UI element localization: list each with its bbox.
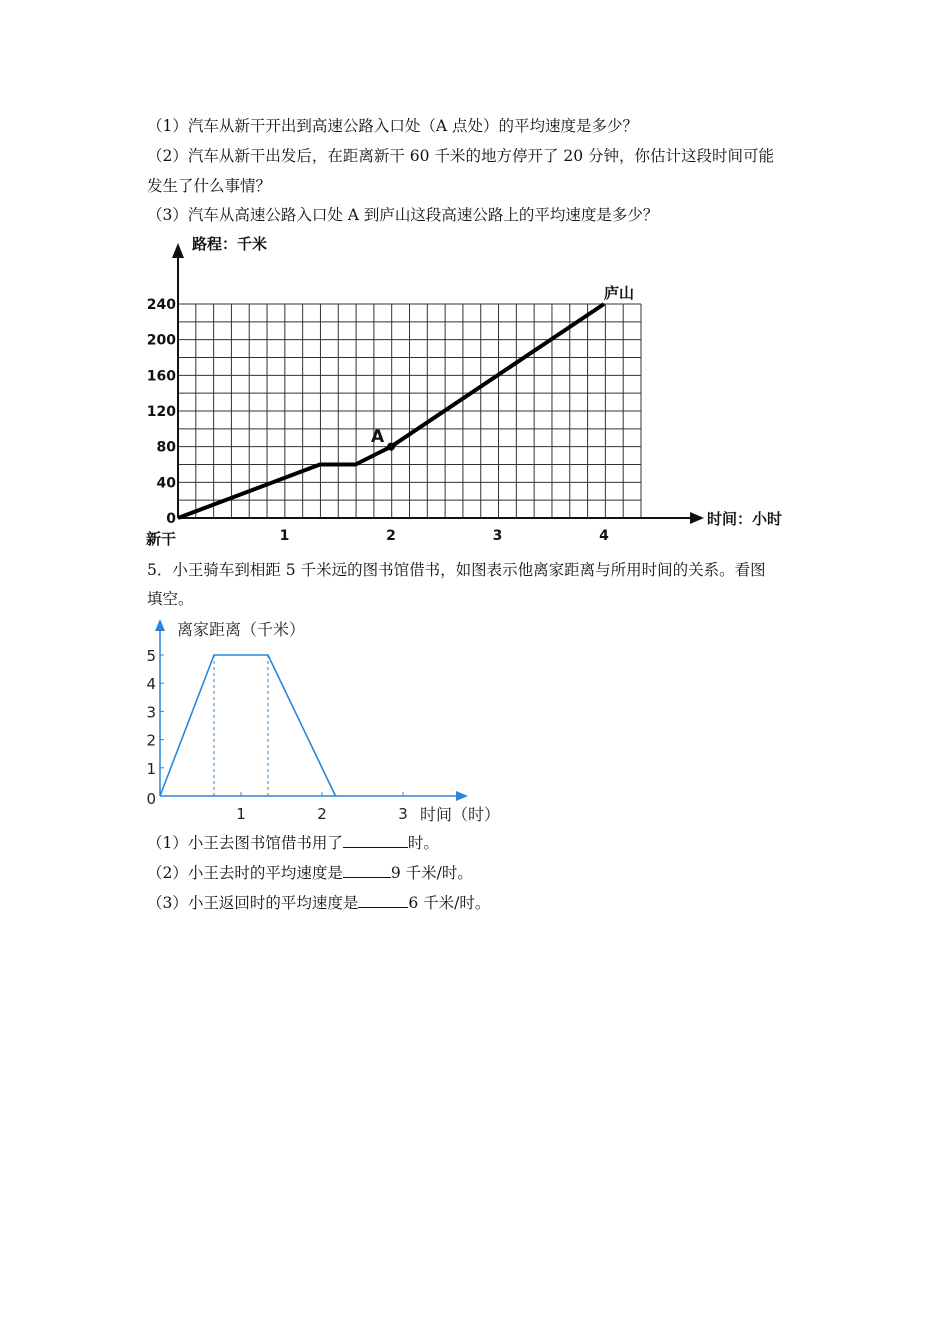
chart2-y-tick-label: 0: [146, 790, 156, 808]
chart2-y-tick-label: 5: [146, 647, 156, 665]
chart1-end-label: 庐山: [604, 284, 635, 302]
chart2-y-tick-label: 3: [146, 703, 156, 722]
chart2-y-tick-label: 4: [146, 675, 156, 694]
chart1-x-axis-label: 时间：小时: [707, 510, 783, 528]
q5-fill-1-suffix: 时。: [407, 834, 439, 852]
q5-fill-1: [147, 833, 439, 853]
chart2-series: [160, 655, 336, 796]
q5-fill-3-prefix: （3）小王返回时的平均速度是: [147, 894, 359, 912]
chart1-y-tick-label: 200: [146, 332, 176, 349]
q5-fill-1-prefix: （1）小王去图书馆借书用了: [147, 834, 343, 852]
chart2-series-line: [160, 655, 336, 796]
chart1-x-tick-label: 2: [386, 528, 396, 544]
chart1-y-tick-label: 160: [146, 368, 176, 385]
chart2-x-tick-label: 3: [398, 805, 408, 823]
chart2-y-tick-label: 2: [146, 731, 156, 750]
answer-blank-1[interactable]: [343, 833, 408, 848]
q4-sub1: （1）汽车从新干开出到高速公路入口处（A 点处）的平均速度是多少？: [147, 117, 638, 135]
chart2-x-axis-label: 时间（时）: [420, 805, 501, 824]
q5-fill-2: [147, 863, 473, 883]
q5-fill-3: [147, 893, 490, 913]
chart2-axes: [155, 619, 468, 801]
chart2-y-axis-label: 离家距离（千米）: [177, 620, 306, 639]
chart2-x-tick-label: 1: [236, 805, 246, 823]
chart1-y-tick-label: 240: [146, 297, 176, 313]
q5-fill-2-prefix: （2）小王去时的平均速度是: [147, 864, 343, 882]
chart1-y-tick-label: 0: [166, 511, 176, 527]
chart1-x-tick-label: 4: [599, 528, 609, 544]
chart2-x-tick-label: 2: [317, 805, 327, 823]
answer-blank-2[interactable]: [343, 863, 391, 878]
q4-sub2-line2: 发生了什么事情？: [147, 177, 272, 195]
chart1-origin-label: 新干: [146, 530, 177, 548]
chart2-guide-lines: [214, 655, 268, 796]
chart1-y-tick-label: 120: [146, 404, 176, 420]
chart2-x-axis-arrow: [456, 791, 468, 801]
q4-sub2-line1: （2）汽车从新干出发后，在距离新干 60 千米的地方停开了 20 分钟，你估计这段时间可能: [147, 147, 775, 165]
q5-fill-3-suffix: 6 千米/时。: [408, 894, 491, 912]
q5-stem-line1: 5．小王骑车到相距 5 千米远的图书馆借书，如图表示他离家距离与所用时间的关系。看图: [147, 561, 766, 579]
chart1-point-label: A: [371, 427, 385, 447]
q4-sub3: （3）汽车从高速公路入口处 A 到庐山这段高速公路上的平均速度是多少？: [147, 206, 659, 224]
chart1-y-axis-label: 路程：千米: [192, 235, 268, 253]
chart1-y-tick-label: 40: [156, 475, 176, 492]
q5-stem-line2: 填空。: [147, 590, 194, 608]
chart2-y-axis-arrow: [155, 619, 165, 631]
chart1-x-tick-label: 1: [279, 528, 290, 544]
answer-blank-3[interactable]: [358, 893, 408, 908]
q5-fill-2-suffix: 9 千米/时。: [390, 864, 473, 882]
chart1-y-tick-label: 80: [156, 439, 176, 456]
chart2-y-tick-label: 1: [146, 759, 156, 778]
chart1-x-tick-label: 3: [492, 528, 503, 544]
